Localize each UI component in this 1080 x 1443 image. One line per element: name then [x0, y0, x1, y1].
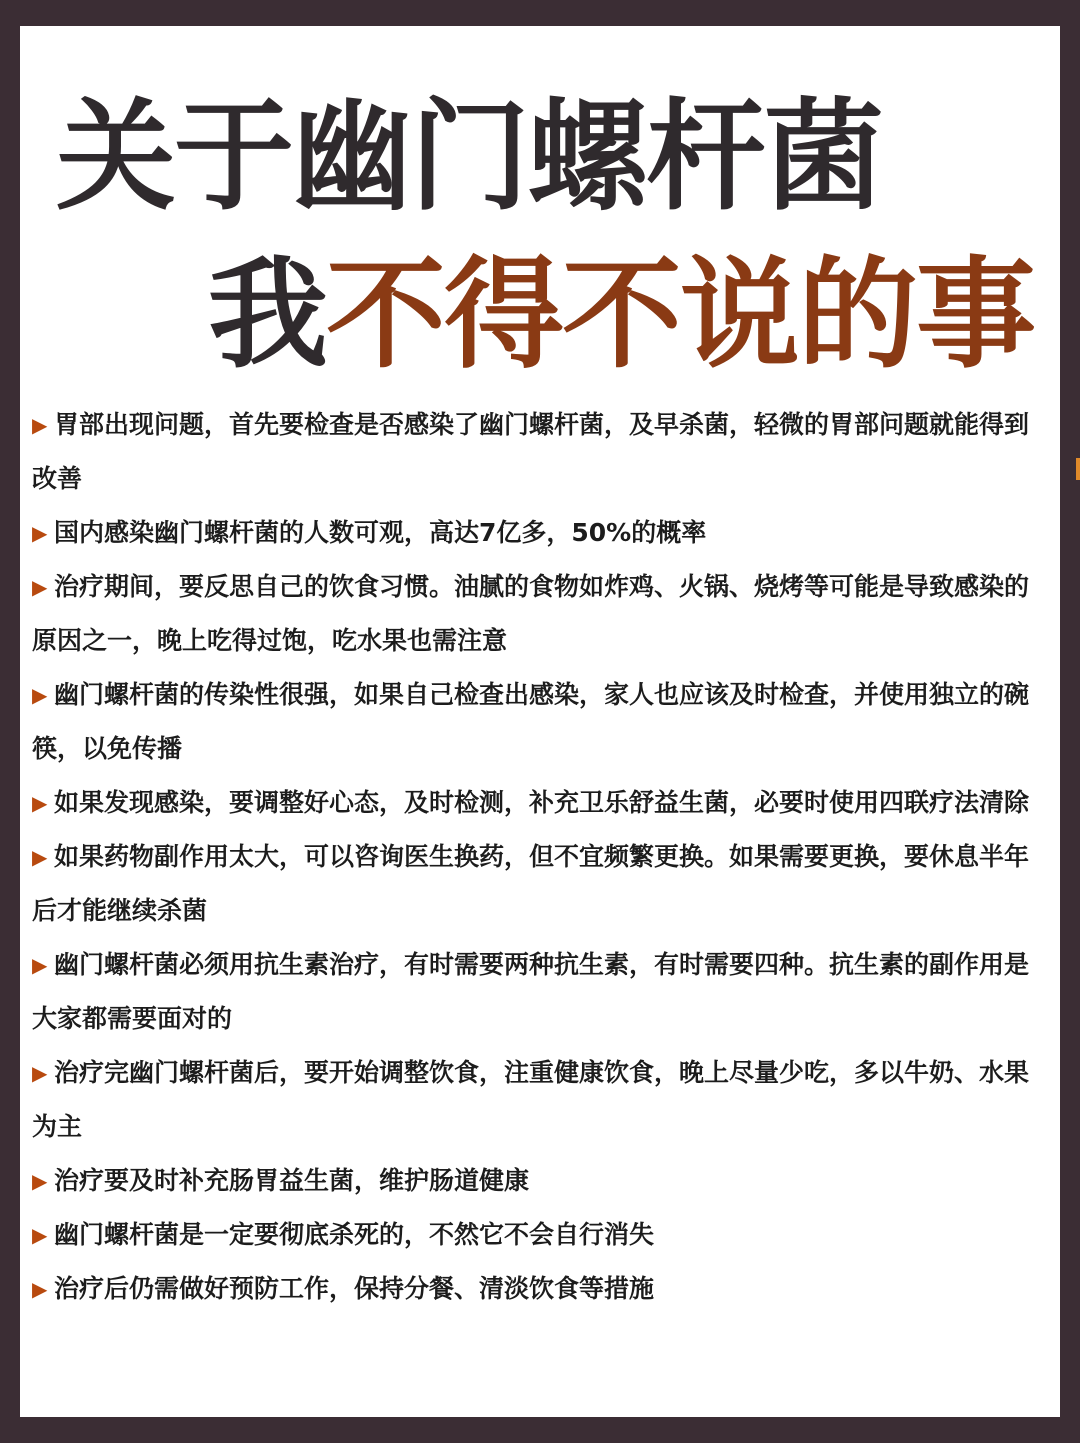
list-item-text: 胃部出现问题，首先要检查是否感染了幽门螺杆菌，及早杀菌，轻微的胃部问题就能得到改善: [32, 410, 1030, 493]
title-accent-text: 不得不说的事: [326, 246, 1034, 385]
list-item: [32, 1046, 1036, 1154]
triangle-right-icon: ▶: [32, 521, 48, 545]
list-item: [32, 560, 1036, 668]
list-item-text: 治疗期间，要反思自己的饮食习惯。油腻的食物如炸鸡、火锅、烧烤等可能是导致感染的原因之一，晚上吃得过饱，吃水果也需注意: [32, 572, 1030, 655]
triangle-right-icon: ▶: [32, 1169, 48, 1193]
page-title-line-1: 关于幽门螺杆菌: [56, 88, 882, 227]
triangle-right-icon: ▶: [32, 845, 48, 869]
edge-decoration: [1076, 458, 1080, 480]
triangle-right-icon: ▶: [32, 413, 48, 437]
list-item-text: 幽门螺杆菌必须用抗生素治疗，有时需要两种抗生素，有时需要四种。抗生素的副作用是大家都需要面对的: [32, 950, 1030, 1033]
page-title-line-2: [208, 246, 1034, 386]
triangle-right-icon: ▶: [32, 953, 48, 977]
triangle-right-icon: ▶: [32, 1223, 48, 1247]
list-item-text: 治疗要及时补充肠胃益生菌，维护肠道健康: [54, 1166, 530, 1195]
triangle-right-icon: ▶: [32, 683, 48, 707]
tips-list: [32, 398, 1036, 1316]
list-item-text: 如果发现感染，要调整好心态，及时检测，补充卫乐舒益生菌，必要时使用四联疗法清除: [54, 788, 1030, 817]
list-item: [32, 830, 1036, 938]
list-item: [32, 398, 1036, 506]
triangle-right-icon: ▶: [32, 1061, 48, 1085]
list-item-text: 治疗完幽门螺杆菌后，要开始调整饮食，注重健康饮食，晚上尽量少吃，多以牛奶、水果为主: [32, 1058, 1030, 1141]
triangle-right-icon: ▶: [32, 791, 48, 815]
triangle-right-icon: ▶: [32, 1277, 48, 1301]
list-item-text: 治疗后仍需做好预防工作，保持分餐、清淡饮食等措施: [54, 1274, 655, 1303]
list-item-text: 国内感染幽门螺杆菌的人数可观，高达7亿多，50%的概率: [54, 518, 707, 547]
list-item: [32, 1208, 1036, 1262]
list-item: [32, 938, 1036, 1046]
list-item: [32, 776, 1036, 830]
triangle-right-icon: ▶: [32, 575, 48, 599]
title-plain-text: 我: [208, 246, 326, 385]
list-item-text: 幽门螺杆菌的传染性很强，如果自己检查出感染，家人也应该及时检查，并使用独立的碗筷，以免传播: [32, 680, 1030, 763]
list-item: [32, 668, 1036, 776]
list-item-text: 幽门螺杆菌是一定要彻底杀死的，不然它不会自行消失: [54, 1220, 655, 1249]
list-item: [32, 1262, 1036, 1316]
list-item: [32, 506, 1036, 560]
list-item-text: 如果药物副作用太大，可以咨询医生换药，但不宜频繁更换。如果需要更换，要休息半年后才能继续杀菌: [32, 842, 1030, 925]
list-item: [32, 1154, 1036, 1208]
article-card: [20, 26, 1060, 1417]
